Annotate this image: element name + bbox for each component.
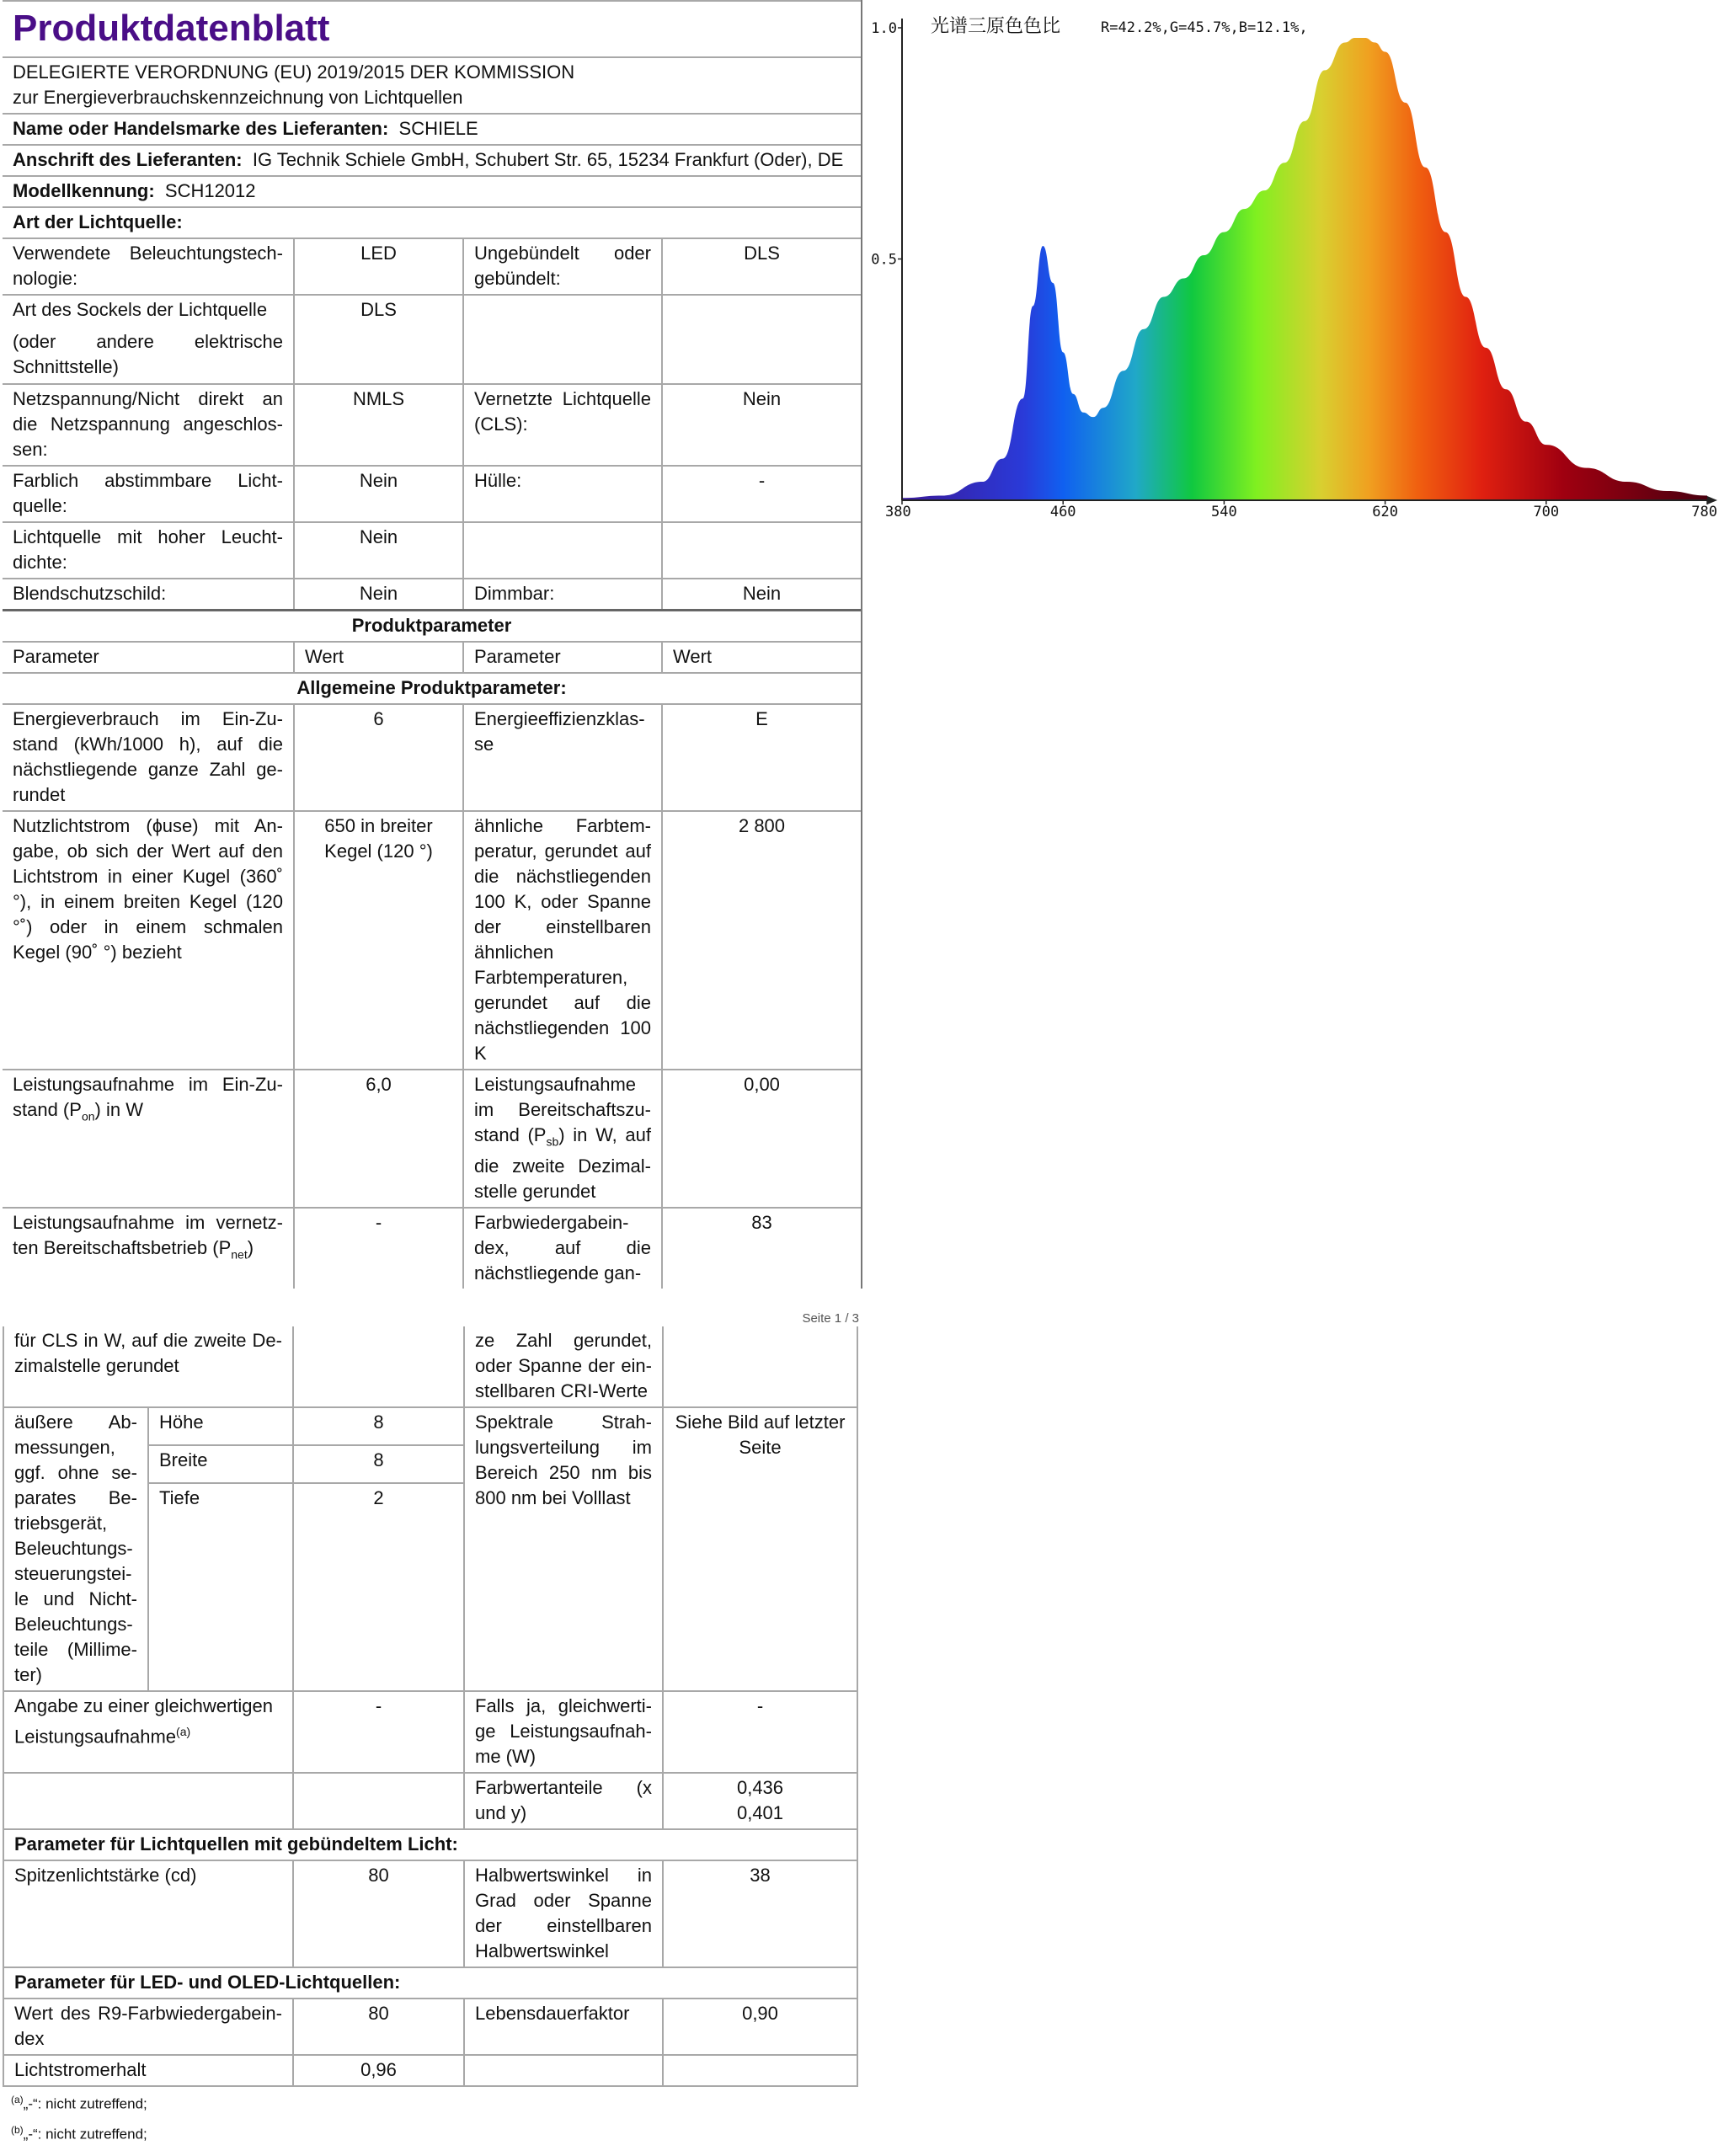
y-tick-label: 1.0 (871, 20, 897, 37)
dimmable-label: Dimmbar: (463, 579, 662, 611)
empty-cell (463, 295, 662, 384)
cls-value: Nein (662, 384, 861, 466)
model-value: SCH12012 (164, 180, 256, 201)
tunable-label: Farblich abstimmbare Lichtquelle: (3, 466, 294, 522)
spectral-distribution-value: Siehe Bild auf letzter Seite (663, 1407, 857, 1691)
socket-label (3, 295, 294, 384)
x-tick-labels (885, 500, 1717, 520)
page-number: Seite 1 / 3 (802, 1311, 859, 1326)
cls-label: Vernetzte Lichtquelle (CLS): (463, 384, 662, 466)
pon-label (3, 1070, 294, 1208)
model-row (3, 176, 861, 207)
high-luminance-value: Nein (294, 522, 463, 579)
datasheet-page-2 (3, 1326, 857, 2143)
spectral-distribution-label: Spektrale Strahlungsverteilung im Bereich 250 nm bis 800 nm bei Volllast (464, 1407, 663, 1691)
footnote-b (3, 2121, 857, 2144)
col-header-parameter-2: Parameter (463, 642, 662, 673)
beam-angle-value: 38 (663, 1860, 857, 1967)
pnet-label-unit: ) (247, 1237, 254, 1259)
peak-intensity-value: 80 (293, 1860, 464, 1967)
equivalent-power-value: - (293, 1691, 464, 1773)
col-header-parameter: Parameter (3, 642, 294, 673)
empty-cell (663, 2055, 857, 2086)
pnet-value: - (294, 1208, 463, 1289)
cri-value: 83 (662, 1208, 861, 1289)
cct-value: 2 800 (662, 811, 861, 1070)
y-tick-labels (871, 20, 902, 269)
bundled-value: DLS (662, 238, 861, 295)
address-row (3, 145, 861, 176)
chart-title: 光谱三原色色比 (931, 16, 1061, 37)
flux-value: 650 in breiter Kegel (120 °) (294, 811, 463, 1070)
depth-label: Tiefe (148, 1483, 293, 1691)
footnote-a-mark: (a) (11, 2094, 24, 2105)
supplier-label: Name oder Handelsmarke des Lieferanten: (13, 118, 389, 139)
empty-cell (463, 522, 662, 579)
footnote-b-text: „-“: nicht zutreffend; (23, 2126, 147, 2143)
width-value: 8 (293, 1445, 464, 1483)
flux-label: Nutzlichtstrom (ɸuse) mit Angabe, ob sich der Wert auf den Lichtstrom in einer Kugel (360˚ °), in einem breiten Kegel (120 °˚) oder in einem schmalen Kegel (90˚ °) bezieht (3, 811, 294, 1070)
energy-label: Energieverbrauch im Ein-Zustand (kWh/1000 h), auf die nächstliegende ganze Zahl gerundet (3, 704, 294, 811)
equivalent-power-text: Angabe zu einer gleichwertigen Leistungsaufnahme (14, 1695, 273, 1748)
socket-label-line-1: Art des Sockels der Lichtquelle (13, 299, 268, 320)
footnote-a-text: „-“: nicht zutreffend; (23, 2095, 147, 2112)
psb-subscript: sb (546, 1134, 559, 1149)
pnet-label (3, 1208, 294, 1289)
empty-cell (662, 522, 861, 579)
equivalent-power-label (3, 1691, 293, 1773)
technology-value: LED (294, 238, 463, 295)
peak-intensity-label: Spitzenlichtstärke (cd) (3, 1860, 293, 1967)
general-parameters-heading: Allgemeine Produktparameter: (3, 673, 861, 704)
envelope-value: - (662, 466, 861, 522)
tunable-value: Nein (294, 466, 463, 522)
x-tick-label: 700 (1533, 504, 1560, 520)
pnet-label-text: Leistungsaufnahme im vernetzten Bereitschaftsbetrieb (P (13, 1212, 283, 1259)
chart-annotation: R=42.2%,G=45.7%,B=12.1%, (1101, 19, 1308, 36)
glare-label: Blendschutzschild: (3, 579, 294, 611)
empty-cell (3, 1773, 293, 1829)
regulation-text: DELEGIERTE VERORDNUNG (EU) 2019/2015 DER KOMMISSION zur Energieverbrauchskennzeichnung von Lichtquellen (3, 57, 861, 114)
chromaticity-value (663, 1773, 857, 1829)
y-tick-label: 0.5 (871, 251, 897, 269)
energy-value: 6 (294, 704, 463, 811)
model-label: Modellkennung: (13, 180, 155, 201)
psb-value: 0,00 (662, 1070, 861, 1208)
x-tick-label: 460 (1049, 504, 1076, 520)
spectrum-chart (863, 0, 1719, 531)
equivalent-watt-label: Falls ja, gleichwertige Leistungsaufnahme (W) (464, 1691, 663, 1773)
socket-label-line-2: (oder andere elektrische Schnittstelle) (13, 331, 283, 377)
cct-label: ähnliche Farbtemperatur, gerundet auf die nächstliegenden 100 K, oder Spanne der einstellbaren ähnlichen Farbtemperaturen, gerundet auf die nächstliegenden 100 K (463, 811, 662, 1070)
bundled-label: Ungebündelt oder gebündelt: (463, 238, 662, 295)
cri-label: Farbwiedergabeindex, auf die nächstliegende gan- (463, 1208, 662, 1289)
pnet-subscript: net (231, 1247, 248, 1262)
envelope-label: Hülle: (463, 466, 662, 522)
mains-label: Netzspannung/Nicht direkt an die Netzspannung angeschlossen: (3, 384, 294, 466)
x-tick-label: 540 (1211, 504, 1237, 520)
directional-heading: Parameter für Lichtquellen mit gebündeltem Licht: (3, 1829, 857, 1860)
col-header-value-2: Wert (662, 642, 861, 673)
glare-value: Nein (294, 579, 463, 611)
datasheet-table-2 (3, 1326, 858, 2087)
product-parameters-heading: Produktparameter (3, 611, 861, 643)
empty-cell (293, 1326, 464, 1407)
r9-value: 80 (293, 1999, 464, 2055)
energy-class-label: Energieeffizienzklasse (463, 704, 662, 811)
empty-cell (662, 295, 861, 384)
height-label: Höhe (148, 1407, 293, 1445)
chromaticity-label: Farbwertanteile (x und y) (464, 1773, 663, 1829)
supplier-value: SCHIELE (398, 118, 478, 139)
spectrum-area (902, 38, 1707, 500)
footnote-a (3, 2090, 857, 2114)
survival-factor-label: Lebensdauerfaktor (464, 1999, 663, 2055)
lumen-maintenance-label: Lichtstromerhalt (3, 2055, 293, 2086)
r9-label: Wert des R9-Farbwiedergabeindex (3, 1999, 293, 2055)
psb-label (463, 1070, 662, 1208)
lumen-maintenance-value: 0,96 (293, 2055, 464, 2086)
mains-value: NMLS (294, 384, 463, 466)
dimmable-value: Nein (662, 579, 861, 611)
chromaticity-x: 0,436 (736, 1777, 784, 1798)
datasheet-table-1 (3, 0, 861, 1289)
x-tick-label: 620 (1372, 504, 1398, 520)
socket-value: DLS (294, 295, 463, 384)
chromaticity-y: 0,401 (736, 1802, 784, 1823)
pon-subscript: on (81, 1109, 95, 1123)
pon-label-unit: ) in W (94, 1099, 143, 1120)
survival-factor-value: 0,90 (663, 1999, 857, 2055)
pnet-label-continued: für CLS in W, auf die zweite Dezimalstelle gerundet (3, 1326, 293, 1407)
energy-class-value: E (662, 704, 861, 811)
width-label: Breite (148, 1445, 293, 1483)
footnote-a-ref: (a) (176, 1725, 191, 1738)
psb-label-unit: ) in W, auf die zweite Dezimalstelle gerundet (474, 1124, 651, 1203)
pon-value: 6,0 (294, 1070, 463, 1208)
address-value: IG Technik Schiele GmbH, Schubert Str. 65, 15234 Frankfurt (Oder), DE (252, 149, 844, 170)
high-luminance-label: Lichtquelle mit hoher Leuchtdichte: (3, 522, 294, 579)
empty-cell (293, 1773, 464, 1829)
datasheet-page-1 (3, 0, 862, 1289)
psb-label-text: Leistungsaufnahme im Bereitschaftszustand (P (474, 1074, 651, 1145)
depth-value: 2 (293, 1483, 464, 1691)
footnote-b-mark: (b) (11, 2123, 24, 2136)
type-heading: Art der Lichtquelle: (3, 207, 861, 238)
x-tick-label: 780 (1691, 504, 1717, 520)
address-label: Anschrift des Lieferanten: (13, 149, 243, 170)
height-value: 8 (293, 1407, 464, 1445)
supplier-row (3, 114, 861, 145)
col-header-value: Wert (294, 642, 463, 673)
empty-cell (663, 1326, 857, 1407)
technology-label: Verwendete Beleuchtungstechnologie: (3, 238, 294, 295)
spectrum-chart-svg (863, 0, 1719, 531)
page-title: Produktdatenblatt (3, 1, 861, 57)
led-heading: Parameter für LED- und OLED-Lichtquellen: (3, 1967, 857, 1999)
beam-angle-label: Halbwertswinkel in Grad oder Spanne der einstellbaren Halbwertswinkel (464, 1860, 663, 1967)
cri-label-continued: ze Zahl gerundet, oder Spanne der einstellbaren CRI-Werte (464, 1326, 663, 1407)
pon-label-text: Leistungsaufnahme im Ein-Zustand (P (13, 1074, 283, 1120)
empty-cell (464, 2055, 663, 2086)
x-tick-label: 380 (885, 504, 911, 520)
equivalent-watt-value: - (663, 1691, 857, 1773)
dimensions-label: äußere Abmessungen, ggf. ohne separates Betriebsgerät, Beleuchtungssteuerungsteile und Nicht-Beleuchtungsteile (Millimeter) (3, 1407, 148, 1691)
